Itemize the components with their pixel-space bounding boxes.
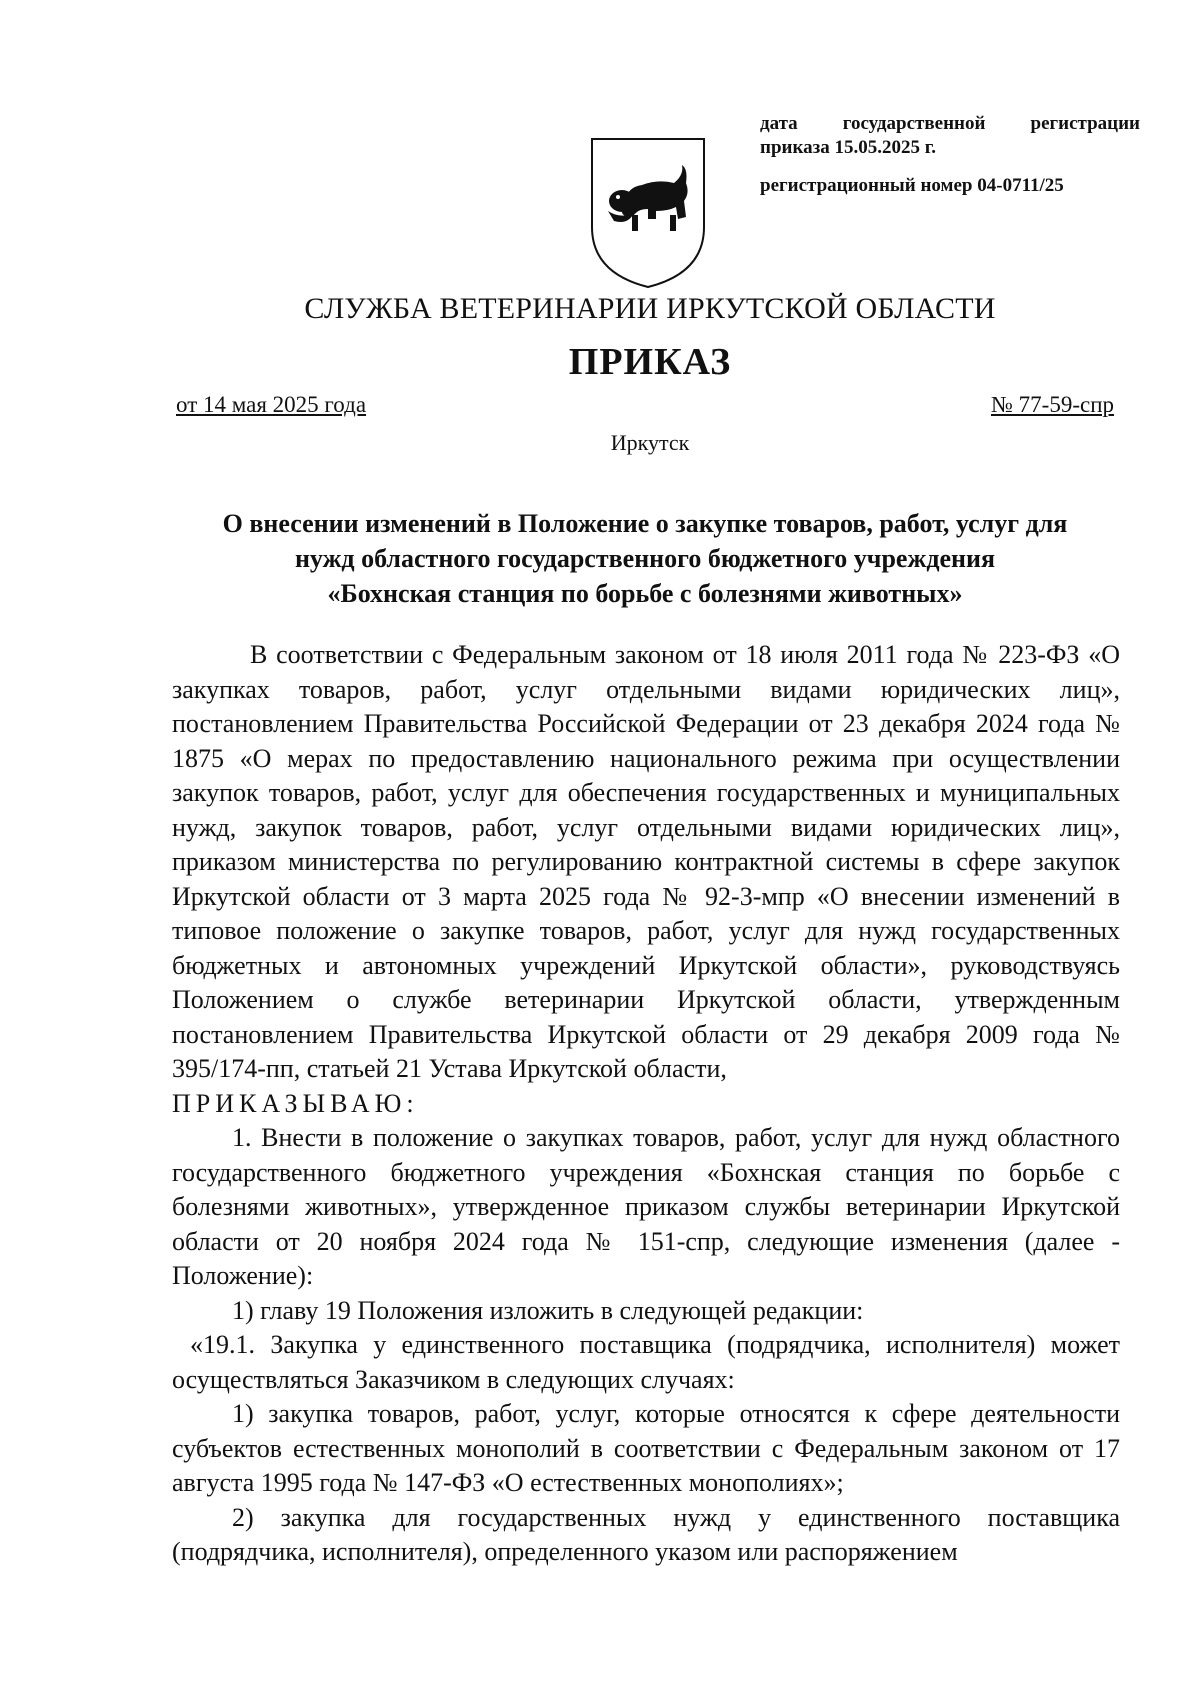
title-line-3: «Бохнская станция по борьбе с болезнями животных» bbox=[327, 579, 963, 608]
issuing-authority: СЛУЖБА ВЕТЕРИНАРИИ ИРКУТСКОЙ ОБЛАСТИ bbox=[304, 292, 996, 325]
registration-number: регистрационный номер 04-0711/25 bbox=[760, 175, 1064, 196]
order-city: Иркутск bbox=[610, 430, 690, 455]
title-line-2: нужд областного государственного бюджетного учреждения bbox=[294, 544, 996, 573]
paragraph-item-1: 1) закупка товаров, работ, услуг, которые относятся к сфере деятельности субъектов естественных монополий в соответствии с Федеральным законом от 17 августа 1995 года № 147-ФЗ «О естественных монополиях»; bbox=[172, 1399, 1120, 1497]
registration-date-label: дата государственной регистрации bbox=[760, 113, 1140, 134]
order-number: № 77-59-спр bbox=[990, 392, 1114, 417]
coat-of-arms-icon bbox=[586, 135, 710, 291]
document-title bbox=[160, 506, 1130, 611]
registration-date-value: приказа 15.05.2025 г. bbox=[760, 137, 936, 158]
paragraph-1-1: 1) главу 19 Положения изложить в следующей редакции: bbox=[232, 1295, 864, 1325]
document-body bbox=[172, 638, 1120, 1570]
paragraph-19-1: «19.1. Закупка у единственного поставщика (подрядчика, исполнителя) может осуществляться Заказчиком в следующих случаях: bbox=[172, 1330, 1120, 1394]
order-date: от 14 мая 2025 года bbox=[176, 392, 367, 417]
paragraph-item-2: 2) закупка для государственных нужд у единственного поставщика (подрядчика, исполнителя), определенного указом или распоряжением bbox=[172, 1502, 1120, 1566]
registration-info bbox=[760, 112, 1140, 198]
preamble-paragraph: В соответствии с Федеральным законом от 18 июля 2011 года № 223-ФЗ «О закупках товаров, работ, услуг отдельными видами юридических лиц», постановлением Правительства Российской Федерации от 23 декабря 2024 года № 1875 «О мерах по предоставлению национального режима при осуществлении закупок товаров, работ, услуг для обеспечения государственных и муниципальных нужд, закупок товаров, работ, услуг отдельными видами юридических лиц», приказом министерства по регулированию контрактной системы в сфере закупок Иркутской области от 3 марта 2025 года № 92-3-мпр «О внесении изменений в типовое положение о закупке товаров, работ, услуг для нужд государственных бюджетных и автономных учреждений Иркутской области», руководствуясь Положением о службе ветеринарии Иркутской области, утвержденным постановлением Правительства Иркутской области от 29 декабря 2009 года № 395/174-пп, статьей 21 Устава Иркутской области, bbox=[172, 640, 1120, 1083]
title-line-1: О внесении изменений в Положение о закупке товаров, работ, услуг для bbox=[222, 509, 1068, 538]
paragraph-1: 1. Внести в положение о закупках товаров, работ, услуг для нужд областного государственного бюджетного учреждения «Бохнская станция по борьбе с болезнями животных», утвержденное приказом службы ветеринарии Иркутской области от 20 ноября 2024 года № 151-спр, следующие изменения (далее - Положение): bbox=[172, 1123, 1120, 1290]
orders-heading: ПРИКАЗЫВАЮ: bbox=[172, 1088, 419, 1118]
document-type: ПРИКАЗ bbox=[568, 341, 732, 383]
